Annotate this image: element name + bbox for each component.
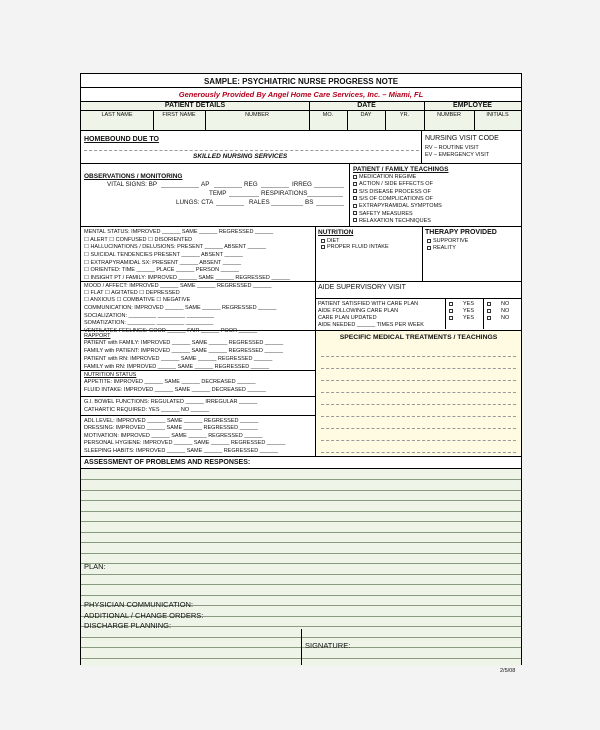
communication-line: COMMUNICATION: IMPROVED ______ SAME ______ REGRESSED ______	[84, 305, 277, 311]
mental-insight-line: ☐ INSIGHT PT / FAMILY: IMPROVED ______ SAME ______ REGRESSED ______	[84, 275, 290, 281]
mental-hallucinations-line: ☐ HALLUCINATIONS / DELUSIONS: PRESENT ______ ABSENT ______	[84, 244, 266, 250]
bs-label: BS	[305, 199, 314, 206]
checkbox-icon[interactable]	[449, 309, 453, 313]
bowel-functions-line: G.I. BOWEL FUNCTIONS: REGULATED ______ IRREGULAR ______	[84, 399, 258, 405]
aide-yes-option[interactable]	[449, 315, 474, 321]
form-title: SAMPLE: PSYCHIATRIC NURSE PROGRESS NOTE	[203, 77, 399, 86]
assessment-writing-line[interactable]	[81, 574, 521, 575]
checkbox-icon[interactable]	[353, 211, 357, 215]
day-header: DAY	[360, 112, 372, 118]
skilled-services-label: SKILLED NURSING SERVICES	[193, 153, 288, 160]
assessment-writing-line[interactable]	[81, 563, 521, 564]
checkbox-icon[interactable]	[449, 316, 453, 320]
treatment-writing-line[interactable]	[321, 428, 516, 429]
teaching-item-label: MEDICATION REGIME	[359, 174, 417, 180]
rales-label: RALES	[249, 199, 270, 206]
number-header: NUMBER	[245, 112, 269, 118]
assessment-writing-line[interactable]	[81, 500, 521, 501]
assessment-writing-line[interactable]	[81, 584, 521, 585]
checkbox-icon[interactable]	[353, 218, 357, 222]
assessment-writing-line[interactable]	[81, 595, 521, 596]
ventilates-line: VENTILATES FEELINGS: GOOD ______ FAIR ______ POOR ______	[84, 328, 257, 334]
socialization-line: SOCIALIZATION: _________ _________ _________	[84, 313, 215, 319]
initials-header: INITIALS	[486, 112, 509, 118]
checkbox-icon[interactable]	[353, 204, 357, 208]
aide-yes-option[interactable]	[449, 308, 474, 314]
rapport-family-rn: FAMILY with RN: IMPROVED ______ SAME ______ REGRESSED ______	[84, 364, 270, 370]
lungs-label: LUNGS: CTA	[176, 199, 214, 206]
change-orders-label: ADDITIONAL / CHANGE ORDERS:	[84, 611, 204, 620]
aide-yes-option[interactable]	[449, 301, 474, 307]
visit-code-label: NURSING VISIT CODE	[425, 135, 499, 142]
treatment-writing-line[interactable]	[321, 452, 516, 453]
employee-label: EMPLOYEE	[453, 102, 492, 109]
aide-no-option[interactable]	[487, 308, 509, 314]
aide-yes-label: YES	[463, 315, 475, 321]
assessment-writing-line[interactable]	[81, 542, 521, 543]
reg-label: REG	[244, 181, 258, 188]
ap-label: AP	[201, 181, 210, 188]
checkbox-icon[interactable]	[449, 302, 453, 306]
somatization-line: SOMATIZATION: _________ _________ _________	[84, 320, 214, 326]
rapport-patient-family: PATIENT with FAMILY: IMPROVED ______ SAME ______ REGRESSED ______	[84, 340, 284, 346]
mood-affect-line: MOOD / AFFECT: IMPROVED ______ SAME ______ REGRESSED ______	[84, 283, 272, 289]
teachings-label: PATIENT / FAMILY TEACHINGS	[353, 166, 449, 173]
assessment-writing-line[interactable]	[81, 479, 521, 480]
treatments-label: SPECIFIC MEDICAL TREATMENTS / TEACHINGS	[339, 334, 498, 341]
patient-details-label: PATIENT DETAILS	[164, 102, 226, 109]
teaching-item-label: RELAXATION TECHNIQUES	[359, 217, 431, 224]
treatment-writing-line[interactable]	[321, 404, 516, 405]
date-label: DATE	[357, 102, 376, 109]
treatment-writing-line[interactable]	[321, 416, 516, 417]
sleeping-line: SLEEPING HABITS: IMPROVED ______ SAME ______ REGRESSED ______	[84, 448, 279, 454]
visit-code-routine: RV – ROUTINE VISIT	[425, 145, 479, 151]
aide-row-satisfied: PATIENT SATISFIED WITH CARE PLAN	[318, 301, 419, 307]
visit-code-emergency: EV – EMERGENCY VISIT	[425, 152, 490, 158]
checkbox-icon[interactable]	[353, 175, 357, 179]
assessment-writing-line[interactable]	[81, 511, 521, 512]
aide-yes-label: YES	[463, 301, 475, 307]
teaching-item[interactable]	[353, 181, 433, 187]
last-name-header: LAST NAME	[101, 112, 133, 118]
signature-label: SIGNATURE:	[305, 641, 351, 650]
homebound-label: HOMEBOUND DUE TO	[84, 136, 159, 143]
mental-status-line: MENTAL STATUS: IMPROVED ______ SAME ______ REGRESSED ______	[84, 229, 274, 235]
teaching-item-label: SAFETY MEASURES	[359, 210, 413, 217]
progress-note-form	[80, 73, 522, 665]
assessment-writing-line[interactable]	[81, 521, 521, 522]
assessment-writing-line[interactable]	[81, 490, 521, 491]
aide-no-label: NO	[501, 315, 510, 321]
checkbox-icon[interactable]	[487, 309, 491, 313]
teaching-item[interactable]	[353, 196, 433, 202]
month-header: MO.	[322, 112, 334, 118]
checkbox-icon[interactable]	[487, 302, 491, 306]
treatment-writing-line[interactable]	[321, 392, 516, 393]
vital-signs-label: VITAL SIGNS: BP	[107, 181, 158, 188]
therapy-supportive: SUPPORTIVE	[427, 238, 468, 244]
mood-flat-line: ☐ FLAT ☐ AGITATED ☐ DEPRESSED	[84, 290, 180, 296]
therapy-label: THERAPY PROVIDED	[425, 229, 497, 236]
employee-number-header: NUMBER	[437, 112, 461, 118]
discharge-planning-label: DISCHARGE PLANNING:	[84, 621, 172, 630]
mood-anxious-line: ☐ ANXIOUS ☐ COMBATIVE ☐ NEGATIVE	[84, 297, 191, 303]
aide-row-following: AIDE FOLLOWING CARE PLAN	[318, 308, 399, 314]
physician-communication-label: PHYSICIAN COMMUNICATION:	[84, 600, 194, 609]
teaching-item[interactable]	[353, 218, 431, 224]
teaching-item[interactable]	[353, 189, 431, 195]
plan-label: PLAN:	[84, 562, 106, 571]
adl-level-line: ADL LEVEL: IMPROVED ______ SAME ______ REGRESSED ______	[84, 418, 259, 424]
first-name-header: FIRST NAME	[162, 112, 196, 118]
aide-no-option[interactable]	[487, 301, 509, 307]
nutrition-fluid-intake: PROPER FLUID INTAKE	[321, 244, 389, 250]
year-header: YR.	[399, 112, 410, 118]
cathartic-line: CATHARTIC REQUIRED: YES ______ NO ______	[84, 407, 210, 413]
teaching-item-label: EXTRAPYRAMIDAL SYMPTOMS	[359, 203, 442, 210]
rapport-patient-rn: PATIENT with RN: IMPROVED ______ SAME ______ REGRESSED ______	[84, 356, 273, 362]
assessment-label: ASSESSMENT OF PROBLEMS AND RESPONSES:	[84, 459, 251, 466]
respirations-label: RESPIRATIONS	[261, 190, 308, 197]
therapy-reality: REALITY	[427, 245, 456, 251]
teaching-item[interactable]	[353, 203, 442, 209]
aide-yes-label: YES	[463, 308, 475, 314]
dressing-line: DRESSING: IMPROVED ______ SAME ______ REGRESSED ______	[84, 425, 258, 431]
treatment-writing-line[interactable]	[321, 380, 516, 381]
mental-extrapyramidal-line: ☐ EXTRAPYRAMIDAL SX: PRESENT ______ ABSENT ______	[84, 260, 242, 266]
teaching-item-label: S/S OF COMPLICATIONS OF	[359, 195, 433, 202]
temp-label: TEMP	[209, 190, 227, 197]
nutrition-label: NUTRITION	[318, 229, 354, 236]
motivation-line: MOTIVATION: IMPROVED ______ SAME ______ REGRESSED ______	[84, 433, 263, 439]
rapport-label: RAPPORT	[84, 333, 111, 339]
assessment-writing-line[interactable]	[81, 553, 521, 554]
assessment-writing-line[interactable]	[81, 532, 521, 533]
mental-alert-line: ☐ ALERT ☐ CONFUSED ☐ DISORIENTED	[84, 237, 193, 243]
checkbox-icon[interactable]	[353, 182, 357, 186]
aide-row-needed: AIDE NEEDED ______ TIMES PER WEEK	[318, 322, 424, 328]
hygiene-line: PERSONAL HYGIENE: IMPROVED ______ SAME ______ REGRESSED ______	[84, 440, 286, 446]
aide-no-option[interactable]	[487, 315, 509, 321]
fluid-intake-line: FLUID INTAKE: IMPROVED ______ SAME ______ DECREASED ______	[84, 387, 266, 393]
mental-suicidal-line: ☐ SUICIDAL TENDENCIES PRESENT ______ ABSENT ______	[84, 252, 243, 258]
mental-oriented-line: ☐ ORIENTED: TIME ______ PLACE ______ PERSON ______	[84, 267, 239, 273]
aide-row-updated: CARE PLAN UPDATED	[318, 315, 377, 321]
teaching-item[interactable]	[353, 174, 416, 180]
checkbox-icon[interactable]	[353, 189, 357, 193]
provided-by: Generously Provided By Angel Home Care Services, Inc. – Miami, FL	[178, 90, 424, 99]
teaching-item-label: S/S DISEASE PROCESS OF	[359, 188, 431, 195]
appetite-line: APPETITE: IMPROVED ______ SAME ______ DECREASED ______	[84, 379, 256, 385]
teaching-item-label: ACTION / SIDE EFFECTS OF	[359, 181, 433, 188]
aide-no-label: NO	[501, 301, 510, 307]
aide-no-label: NO	[501, 308, 510, 314]
treatment-writing-line[interactable]	[321, 440, 516, 441]
nutrition-status-label: NUTRITION STATUS	[84, 372, 137, 378]
teaching-item[interactable]	[353, 211, 413, 217]
nutrition-diet: DIET	[321, 238, 340, 244]
checkbox-icon[interactable]	[487, 316, 491, 320]
treatment-writing-line[interactable]	[321, 356, 516, 357]
checkbox-icon[interactable]	[353, 196, 357, 200]
revision-date: 2/5/08	[500, 668, 516, 674]
irreg-label: IRREG	[292, 181, 312, 188]
treatment-writing-line[interactable]	[321, 368, 516, 369]
observations-label: OBSERVATIONS / MONITORING	[84, 173, 183, 180]
aide-visit-label: AIDE SUPERVISORY VISIT	[318, 284, 406, 291]
rapport-family-patient: FAMILY with PATIENT: IMPROVED ______ SAME ______ REGRESSED ______	[84, 348, 283, 354]
